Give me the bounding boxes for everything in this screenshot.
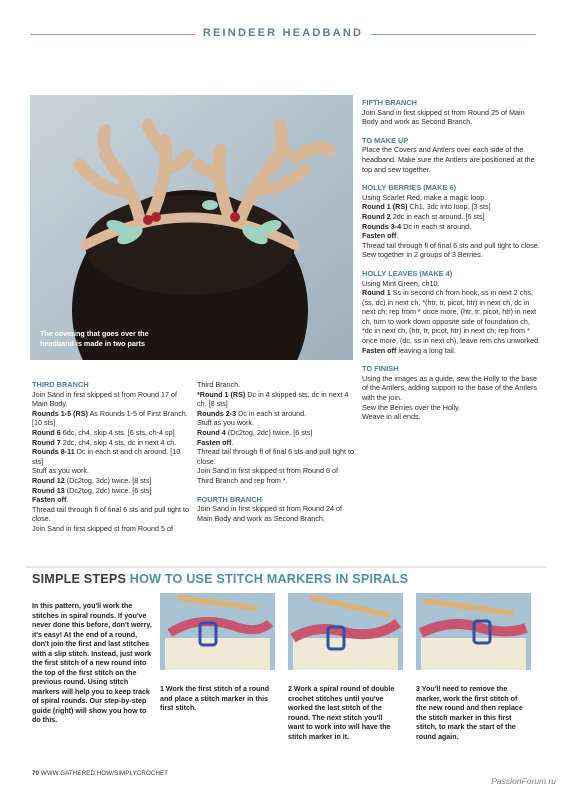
round-label: Round 12 (32, 475, 65, 485)
right-column (362, 98, 542, 422)
step-2-caption: 2 Work a spiral round of double crochet stitches until you've worked the last stitch of the round. The next stitch you'll want to work into will have the stitch marker in it. (288, 685, 395, 741)
instruction-row (362, 231, 542, 241)
paragraph: Join Sand in first skipped st from Round 17 of Main Body. (32, 389, 178, 409)
paragraph: Thread tail through fl of final 6 sts and pull tight to close. (197, 447, 355, 466)
paragraph: Join Sand in first skipped st from Round 6 of Third Branch and rep from *. (197, 466, 339, 485)
instruction-row (362, 212, 542, 222)
round-label: Fasten off (32, 495, 67, 505)
round-text: 2dc in each st around. [6 sts] (390, 211, 485, 221)
round-text: 2dc, ch4, skip 4 sts, dc in next 4 ch. (60, 437, 177, 447)
instruction-row (362, 346, 542, 356)
instruction-row (32, 495, 190, 505)
steps-intro: In this pattern, you'll work the stitches in spiral rounds. If you've never done this before, don't worry, it's easy! At the end of a round, don't join the first and last stitches with a slip stitch. Instead, just work the first stitch of a new round into the top of the first stitch on the previous round. Using stitch markers will help you to keep track of spiral rounds. Our step-by-step guide (right) will show you how to do this. (32, 602, 152, 724)
round-text: Ch1, 3dc into loop. [3 sts] (407, 202, 491, 212)
round-text: Dc in each st and ch around. [10 sts] (32, 447, 181, 466)
middle-column (197, 380, 355, 523)
section-heading: TO MAKE UP (362, 135, 409, 145)
paragraph: Join Sand in first skipped st from Round 5 of (32, 523, 174, 533)
page-header (0, 27, 566, 39)
instruction-row (197, 409, 355, 419)
instruction-row (32, 476, 190, 486)
instruction-row (32, 447, 190, 466)
paragraph: Place the Covers and Antlers over each side of the headband. Make sure the Antlers are positioned at the top and sew together. (362, 145, 535, 174)
section-heading: HOLLY LEAVES (MAKE 4) (362, 268, 453, 278)
round-text: Dc in each st around. (401, 221, 472, 231)
page-footer (32, 770, 168, 777)
paragraph: Weave in all ends. (362, 412, 421, 422)
paragraph: Stuff as you work. (197, 418, 254, 428)
paragraph: Thread tail through fl of final 6 sts and pull tight to close. (32, 504, 190, 524)
paragraph: Join Sand in first skipped st from Round 24 of Main Body and work as Second Branch. (197, 504, 343, 523)
round-label: Round 4 (197, 427, 226, 437)
round-text: . (66, 495, 69, 505)
instruction-row (32, 409, 190, 428)
round-text: (Dc2tog, 3dc) twice. [8 sts] (64, 475, 152, 485)
round-text: (Dc2tog, 2dc) twice. [6 sts] (225, 427, 313, 437)
reindeer-headband-photo (30, 95, 353, 360)
section-heading: THIRD BRANCH (32, 380, 89, 389)
round-label: Fasten off (362, 345, 397, 355)
instruction-row (197, 438, 355, 448)
steps-divider (26, 566, 546, 568)
paragraph: Sew together in 2 groups of 3 Berries. (362, 250, 483, 260)
paragraph: Third Branch. (197, 380, 241, 389)
round-text: As Rounds 1-5 of First Branch. [10 sts] (32, 408, 188, 428)
paragraph: Sew the Berries over the Holly. (362, 402, 461, 412)
left-column (32, 380, 190, 534)
instruction-row (197, 428, 355, 438)
round-text: . (231, 437, 234, 447)
photo-illustration (30, 95, 353, 360)
round-label: Round 1 (362, 288, 391, 298)
instruction-row (362, 222, 542, 232)
footer-url[interactable]: WWW.GATHERED.HOW/SIMPLYCROCHET (40, 770, 169, 777)
instruction-row (362, 288, 542, 346)
round-text: leaving a long tail. (396, 345, 456, 355)
round-text: Ss in second ch from hook, ss in next 2 chs, (ss, dc) in next ch, *(htr, tr, picot, htr) in next ch, dc in next ch; rep from * once more, (htr, tr, picot, htr) in next ch, turn to work down opposite side of foundation ch, *dc in next ch, (htr, tr, picot, htr) in next ch; rep from * once more, (dc, ss in next ch), leave rem chs unworked. (362, 288, 541, 346)
round-text: Dc in each st around. (236, 408, 307, 418)
paragraph: Using the images as a guide, sew the Holly to the base of the Antlers, adding support to the base of the Antlers with the join. (362, 373, 538, 403)
steps-title-prefix: SIMPLE STEPS (32, 572, 127, 586)
header-title: REINDEER HEADBAND (195, 27, 371, 39)
round-text: . (396, 231, 399, 241)
round-label: Round 1 (RS) (362, 202, 408, 212)
instruction-row (32, 438, 190, 448)
round-label: Fasten off (362, 231, 397, 241)
round-label: Rounds 1-5 (RS) (32, 408, 88, 418)
paragraph: Join Sand in first skipped st from Round 25 of Main Body and work as Second Branch. (362, 107, 525, 127)
paragraph: Stuff as you work. (32, 466, 89, 476)
section-heading: HOLLY BERRIES (MAKE 6) (362, 183, 457, 193)
round-text: Dc in 4 skipped sts, dc in next 4 ch. [8 sts] (197, 389, 349, 409)
round-text: 6dc, ch4, skip 4 sts. [6 sts, ch-4 sp] (60, 427, 175, 437)
paragraph: Using Mint Green, ch10. (362, 278, 440, 288)
round-label: Rounds 3-4 (362, 221, 402, 231)
section-heading: TO FINISH (362, 364, 399, 374)
paragraph: Using Scarlet Red, make a magic loop. (362, 192, 487, 202)
step-1-photo (160, 593, 275, 670)
round-label: Fasten off (197, 437, 232, 447)
step-3-caption: 3 You'll need to remove the marker, work the first stitch of the new round and then replace the stitch marker in this first stitch, to mark the start of the round again. (416, 685, 523, 741)
step-2-photo (288, 593, 403, 670)
instruction-row (32, 428, 190, 438)
instruction-row (32, 486, 190, 496)
round-label: Rounds 2-3 (197, 408, 237, 418)
instruction-row (197, 390, 355, 409)
round-label: Rounds 8-11 (32, 447, 75, 457)
steps-title-main: HOW TO USE STITCH MARKERS IN SPIRALS (129, 572, 409, 586)
steps-title (32, 572, 408, 586)
page-number: 70 (32, 770, 40, 777)
photo-caption: The covering that goes over the headband is made in two parts (40, 329, 149, 348)
round-text: (Dc2tog, 2dc) twice. [6 sts] (64, 485, 152, 495)
round-label: *Round 1 (RS) (197, 389, 246, 399)
instruction-row (362, 202, 542, 212)
watermark: PassionForum.ru (491, 776, 556, 786)
section-heading: FIFTH BRANCH (362, 98, 418, 107)
round-label: Round 2 (362, 211, 391, 221)
round-label: Round 13 (32, 485, 65, 495)
round-label: Round 7 (32, 437, 61, 447)
step-3-photo (416, 593, 531, 670)
round-label: Round 6 (32, 427, 61, 437)
step-1-caption: 1 Work the first stitch of a round and place a stitch marker in this first stitch. (160, 685, 270, 712)
paragraph: Thread tail through fl of final 6 sts and pull tight to close. (362, 240, 540, 250)
section-heading: FOURTH BRANCH (197, 494, 262, 504)
